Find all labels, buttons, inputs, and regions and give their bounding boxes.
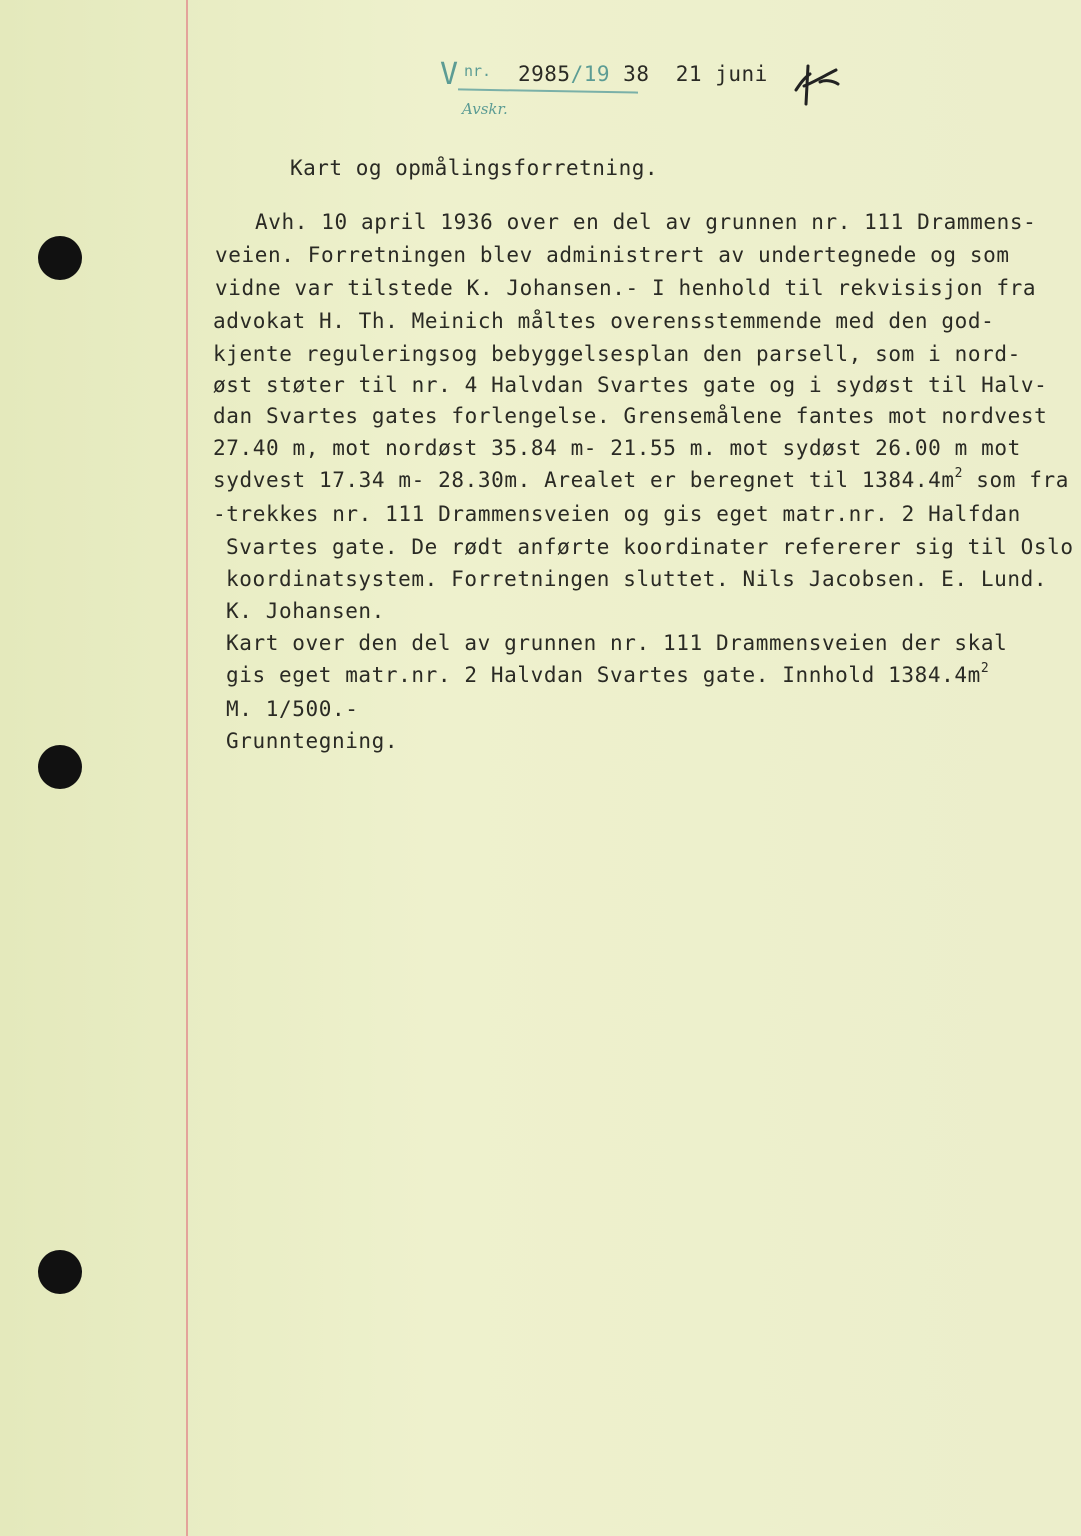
punch-hole-top [38,236,82,280]
body-line: -trekkes nr. 111 Drammensveien og gis eget matr.nr. 2 Halfdan [213,502,1021,526]
body-line-text: sydvest 17.34 m- 28.30m. Arealet er beregnet til 1384.4m [213,468,955,492]
stamp-underline [458,88,638,93]
body-line: Kart over den del av grunnen nr. 111 Drammensveien der skal [226,631,1008,655]
body-line-text: gis eget matr.nr. 2 Halvdan Svartes gate. Innhold 1384.4m [226,663,981,687]
document-number [518,62,768,86]
handwritten-initial-icon [790,60,844,108]
body-line-with-superscript [226,663,989,687]
body-line: dan Svartes gates forlengelse. Grensemålene fantes mot nordvest [213,404,1048,428]
body-line: 27.40 m, mot nordøst 35.84 m- 21.55 m. mot sydøst 26.00 m mot [213,436,1021,460]
year-prefix: /19 [570,62,611,86]
punch-hole-bottom [38,1250,82,1294]
body-line: koordinatsystem. Forretningen sluttet. Nils Jacobsen. E. Lund. [226,567,1048,591]
body-line: vidne var tilstede K. Johansen.- I henhold til rekvisisjon fra [215,276,1037,300]
year-suffix: 38 [623,62,650,86]
body-line: øst støter til nr. 4 Halvdan Svartes gate og i sydøst til Halv- [213,373,1048,397]
superscript: 2 [980,661,990,676]
entry-date: 21 juni [675,62,768,86]
superscript: 2 [954,466,964,481]
stamp-nr-label: nr. [464,62,492,80]
entry-number: 2985 [518,62,571,86]
body-line: M. 1/500.- [226,697,359,721]
stamp-avskr: Avskr. [462,100,508,118]
body-line-with-superscript [213,468,1069,492]
body-line: Avh. 10 april 1936 over en del av grunnen nr. 111 Drammens- [255,210,1037,234]
body-line: kjente reguleringsog bebyggelsesplan den parsell, som i nord- [213,342,1021,366]
body-line-tail: som fra [963,468,1070,492]
margin-rule [186,0,188,1536]
body-line: Svartes gate. De rødt anførte koordinater refererer sig til Oslo [226,535,1074,559]
body-line: advokat H. Th. Meinich måltes overensstemmende med den god- [213,309,995,333]
body-line: K. Johansen. [226,599,385,623]
body-line: veien. Forretningen blev administrert av undertegnede og som [215,243,1010,267]
stamp-mark: V [440,57,459,92]
body-line: Grunntegning. [226,729,399,753]
document-heading: Kart og opmålingsforretning. [290,156,659,180]
punch-hole-middle [38,745,82,789]
